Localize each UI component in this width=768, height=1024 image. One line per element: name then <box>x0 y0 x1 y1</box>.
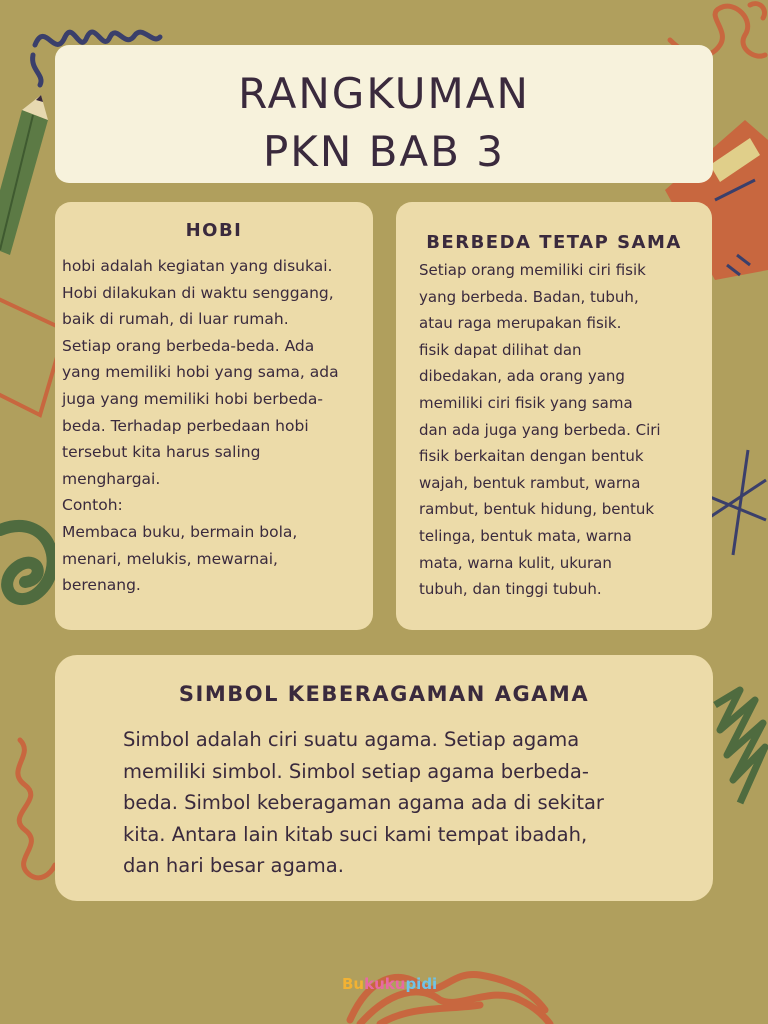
page-title-line2: PKN BAB 3 <box>262 127 506 176</box>
brand-logo <box>342 975 437 993</box>
page-title-line1: RANGKUMAN <box>238 69 530 118</box>
agama-body: Simbol adalah ciri suatu agama. Setiap agama memiliki simbol. Simbol setiap agama berbeda- beda. Simbol keberagaman agama ada di sekitar kita. Antara lain kitab suci kami tempat ibadah, dan hari besar agama. <box>123 728 604 877</box>
agama-card <box>55 655 713 901</box>
right-green-squiggle-icon <box>705 685 768 815</box>
agama-heading: SIMBOL KEBERAGAMAN AGAMA <box>178 682 590 706</box>
title-card <box>55 45 713 183</box>
logo-part3: pidi <box>405 975 438 993</box>
hobi-card <box>55 202 373 630</box>
berbeda-heading: BERBEDA TETAP SAMA <box>426 232 682 253</box>
berbeda-card <box>396 202 712 630</box>
hobi-heading: HOBI <box>185 220 243 241</box>
berbeda-body: Setiap orang memiliki ciri fisik yang berbeda. Badan, tubuh, atau raga merupakan fisik. fisik dapat dilihat dan dibedakan, ada orang yang memiliki ciri fisik yang sama dan ada juga yang berbeda. Ciri fisik berkaitan dengan bentuk wajah, bentuk rambut, warna rambut, bentuk hidung, bentuk telinga, bentuk mata, warna mata, warna kulit, ukuran tubuh, dan tinggi tubuh. <box>419 261 661 599</box>
left-orange-squiggle-icon <box>0 735 60 885</box>
bottom-scribble-icon <box>330 965 560 1024</box>
logo-part1: Bu <box>342 975 365 993</box>
logo-part2: kuku <box>364 975 406 993</box>
hobi-body: hobi adalah kegiatan yang disukai. Hobi dilakukan di waktu senggang, baik di rumah, di luar rumah. Setiap orang berbeda-beda. Ada yang memiliki hobi yang sama, ada juga yang memiliki hobi berbeda- beda. Terhadap perbedaan hobi tersebut kita harus saling menghargai. Contoh: Membaca buku, bermain bola, menari, melukis, mewarnai, berenang. <box>62 257 339 595</box>
pencil-icon <box>0 90 60 260</box>
